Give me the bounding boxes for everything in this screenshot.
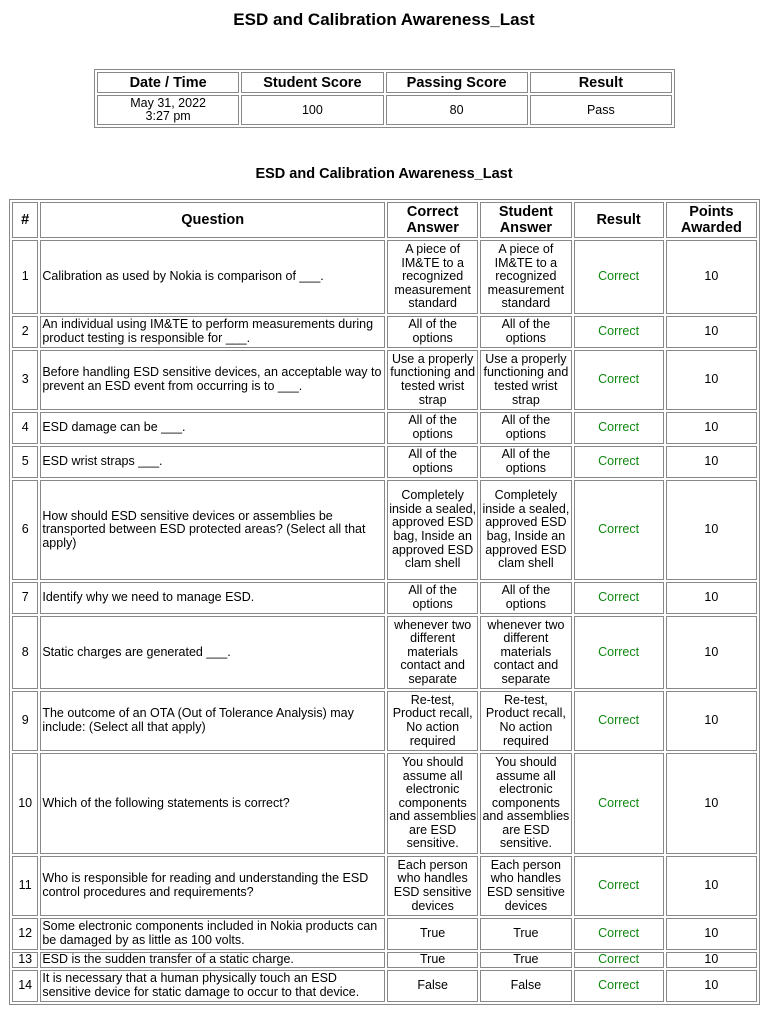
correct-answer: All of the options <box>387 412 478 444</box>
question-text: Static charges are generated ___. <box>40 616 385 689</box>
student-answer: False <box>480 970 571 1002</box>
question-number: 5 <box>12 446 38 478</box>
points-awarded: 10 <box>666 582 757 614</box>
student-answer: True <box>480 918 571 950</box>
points-awarded: 10 <box>666 753 757 854</box>
correct-answer: All of the options <box>387 316 478 348</box>
question-text: Some electronic components included in Nokia products can be damaged by as little as 100 volts. <box>40 918 385 950</box>
summary-data-row <box>97 95 672 125</box>
results-header-row <box>12 202 757 238</box>
points-awarded: 10 <box>666 952 757 968</box>
question-text: Which of the following statements is correct? <box>40 753 385 854</box>
correct-answer: A piece of IM&TE to a recognized measurement standard <box>387 240 478 314</box>
table-row <box>12 691 757 751</box>
summary-header-result: Result <box>530 72 672 93</box>
question-text: Who is responsible for reading and understanding the ESD control procedures and requirements? <box>40 856 385 916</box>
question-number: 2 <box>12 316 38 348</box>
summary-passing-score: 80 <box>386 95 528 125</box>
summary-header-student-score: Student Score <box>241 72 383 93</box>
student-answer: whenever two different materials contact and separate <box>480 616 571 689</box>
question-text: How should ESD sensitive devices or assemblies be transported between ESD protected areas? (Select all that apply) <box>40 480 385 580</box>
question-text: The outcome of an OTA (Out of Tolerance Analysis) may include: (Select all that apply) <box>40 691 385 751</box>
question-number: 4 <box>12 412 38 444</box>
question-number: 8 <box>12 616 38 689</box>
student-answer: A piece of IM&TE to a recognized measurement standard <box>480 240 571 314</box>
question-number: 7 <box>12 582 38 614</box>
question-number: 3 <box>12 350 38 410</box>
question-text: ESD is the sudden transfer of a static charge. <box>40 952 385 968</box>
table-row <box>12 753 757 854</box>
table-row <box>12 970 757 1002</box>
points-awarded: 10 <box>666 970 757 1002</box>
result-status: Correct <box>574 446 664 478</box>
question-number: 13 <box>12 952 38 968</box>
correct-answer: whenever two different materials contact and separate <box>387 616 478 689</box>
result-status: Correct <box>574 240 664 314</box>
result-status: Correct <box>574 753 664 854</box>
table-row <box>12 480 757 580</box>
result-status: Correct <box>574 350 664 410</box>
question-number: 11 <box>12 856 38 916</box>
results-table <box>9 199 760 1005</box>
result-status: Correct <box>574 316 664 348</box>
question-number: 10 <box>12 753 38 854</box>
header-result: Result <box>574 202 664 238</box>
summary-time: 3:27 pm <box>145 109 191 123</box>
question-number: 12 <box>12 918 38 950</box>
result-status: Correct <box>574 856 664 916</box>
header-correct-answer: Correct Answer <box>387 202 478 238</box>
table-row <box>12 918 757 950</box>
summary-table <box>94 69 675 128</box>
student-answer: Re-test, Product recall, No action required <box>480 691 571 751</box>
table-row <box>12 316 757 348</box>
points-awarded: 10 <box>666 446 757 478</box>
student-answer: Completely inside a sealed, approved ESD bag, Inside an approved ESD clam shell <box>480 480 571 580</box>
points-awarded: 10 <box>666 240 757 314</box>
table-row <box>12 412 757 444</box>
result-status: Correct <box>574 412 664 444</box>
result-status: Correct <box>574 616 664 689</box>
summary-header-passing-score: Passing Score <box>386 72 528 93</box>
summary-header-date: Date / Time <box>97 72 239 93</box>
points-awarded: 10 <box>666 480 757 580</box>
table-row <box>12 240 757 314</box>
correct-answer: True <box>387 918 478 950</box>
question-text: It is necessary that a human physically touch an ESD sensitive device for static damage to occur to that device. <box>40 970 385 1002</box>
header-points-awarded: Points Awarded <box>666 202 757 238</box>
student-answer: All of the options <box>480 316 571 348</box>
header-student-answer: Student Answer <box>480 202 571 238</box>
student-answer: All of the options <box>480 446 571 478</box>
correct-answer: Each person who handles ESD sensitive devices <box>387 856 478 916</box>
correct-answer: Re-test, Product recall, No action required <box>387 691 478 751</box>
student-answer: All of the options <box>480 412 571 444</box>
correct-answer: All of the options <box>387 446 478 478</box>
table-row <box>12 582 757 614</box>
summary-result: Pass <box>530 95 672 125</box>
question-number: 9 <box>12 691 38 751</box>
question-text: Before handling ESD sensitive devices, an acceptable way to prevent an ESD event from occurring is to ___. <box>40 350 385 410</box>
table-row <box>12 616 757 689</box>
header-number: # <box>12 202 38 238</box>
points-awarded: 10 <box>666 918 757 950</box>
page-title: ESD and Calibration Awareness_Last <box>233 10 535 29</box>
correct-answer: True <box>387 952 478 968</box>
table-row <box>12 446 757 478</box>
result-status: Correct <box>574 952 664 968</box>
question-number: 14 <box>12 970 38 1002</box>
table-row <box>12 350 757 410</box>
student-answer: You should assume all electronic components and assemblies are ESD sensitive. <box>480 753 571 854</box>
student-answer: Each person who handles ESD sensitive devices <box>480 856 571 916</box>
result-status: Correct <box>574 970 664 1002</box>
points-awarded: 10 <box>666 856 757 916</box>
question-text: ESD wrist straps ___. <box>40 446 385 478</box>
question-text: Calibration as used by Nokia is comparison of ___. <box>40 240 385 314</box>
points-awarded: 10 <box>666 616 757 689</box>
header-question: Question <box>40 202 385 238</box>
correct-answer: Completely inside a sealed, approved ESD bag, Inside an approved ESD clam shell <box>387 480 478 580</box>
correct-answer: False <box>387 970 478 1002</box>
summary-header-row <box>97 72 672 93</box>
student-answer: Use a properly functioning and tested wrist strap <box>480 350 571 410</box>
table-row <box>12 856 757 916</box>
student-answer: All of the options <box>480 582 571 614</box>
points-awarded: 10 <box>666 350 757 410</box>
points-awarded: 10 <box>666 691 757 751</box>
correct-answer: All of the options <box>387 582 478 614</box>
question-text: An individual using IM&TE to perform measurements during product testing is responsible for ___. <box>40 316 385 348</box>
correct-answer: You should assume all electronic components and assemblies are ESD sensitive. <box>387 753 478 854</box>
section-title: ESD and Calibration Awareness_Last <box>255 166 513 182</box>
correct-answer: Use a properly functioning and tested wrist strap <box>387 350 478 410</box>
summary-date: May 31, 2022 <box>130 96 206 110</box>
result-status: Correct <box>574 480 664 580</box>
question-number: 6 <box>12 480 38 580</box>
points-awarded: 10 <box>666 316 757 348</box>
question-number: 1 <box>12 240 38 314</box>
result-status: Correct <box>574 918 664 950</box>
table-row <box>12 952 757 968</box>
summary-date-time <box>97 95 239 125</box>
result-status: Correct <box>574 582 664 614</box>
question-text: Identify why we need to manage ESD. <box>40 582 385 614</box>
result-status: Correct <box>574 691 664 751</box>
points-awarded: 10 <box>666 412 757 444</box>
question-text: ESD damage can be ___. <box>40 412 385 444</box>
results-body <box>12 240 757 1002</box>
student-answer: True <box>480 952 571 968</box>
summary-student-score: 100 <box>241 95 383 125</box>
